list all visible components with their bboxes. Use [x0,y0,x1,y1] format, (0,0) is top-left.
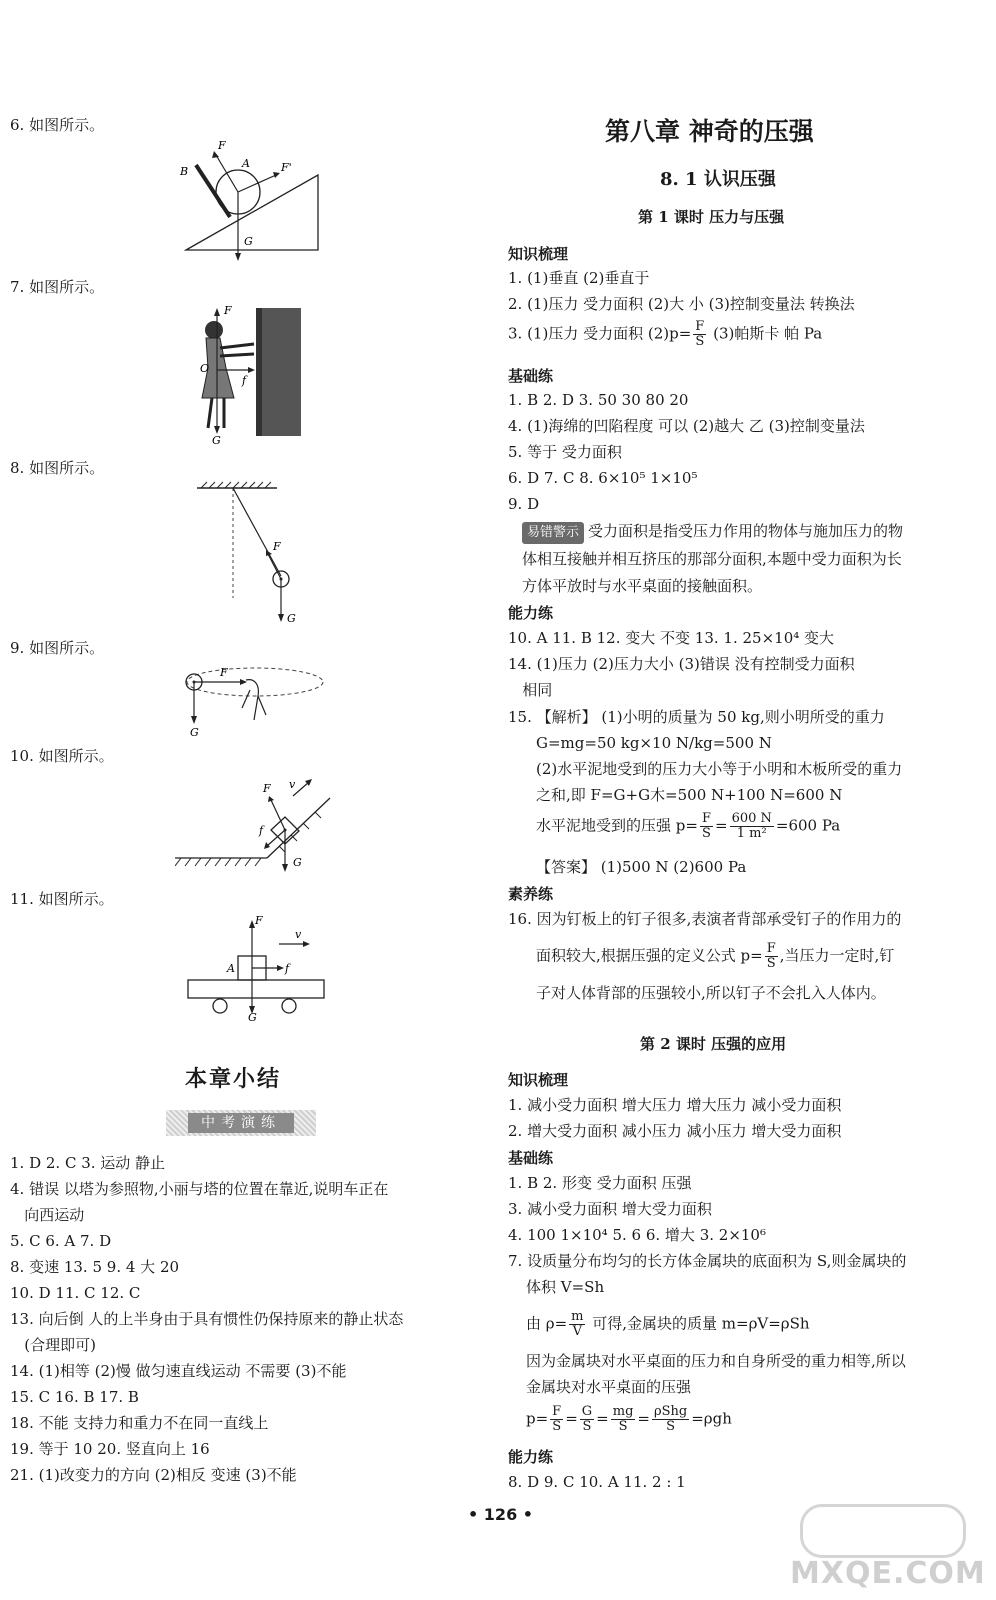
tip-line-2: 体相互接触并相互挤压的那部分面积,本题中受力面积为长 [522,550,902,568]
l1-line-16: 水平泥地受到的压强 p= $\frac{F}{S}$ = $\frac{600 N}{\text{1 m²}}$ =600 Pa [536,811,841,841]
fig11-label-G: G [248,1011,257,1022]
tip-line-1: 易错警示 受力面积是指受压力作用的物体与施加压力的物 [522,521,903,544]
heading-knowledge-1: 知识梳理 [508,245,569,263]
l1-line-12: 15. 【解析】 (1)小明的质量为 50 kg,则小明所受的重力 [508,708,885,726]
l1-line-14: (2)水平泥地受到的压力大小等于小明和木板所受的重力 [536,760,903,778]
l1-line-8: 9. D [508,495,540,513]
summary-line-11: 18. 不能 支持力和重力不在同一直线上 [10,1414,269,1432]
watermark-badge-shape [800,1504,966,1558]
fig7-label-G: G [212,434,221,447]
l1-line-7: 6. D 7. C 8. 6×10⁵ 1×10⁵ [508,469,698,487]
fig8-label-G: G [287,612,296,625]
l1-line-17: 【答案】 (1)500 N (2)600 Pa [536,858,747,876]
l2-line-8: 由 ρ= $\frac{m}{V}$ 可得,金属块的质量 m=ρV=ρSh [526,1309,810,1339]
q8-label: 8. 如图所示。 [10,459,105,477]
chapter-title: 第八章 神奇的压强 [605,117,814,146]
fig11-label-F: F [255,914,263,927]
heading-basic-1: 基础练 [508,367,554,385]
heading-literacy-1: 素养练 [508,885,554,903]
lesson-1-title: 第 1 课时 压力与压强 [638,208,785,226]
error-warning-badge: 易错警示 [522,522,584,544]
summary-title: 本章小结 [185,1066,282,1092]
heading-knowledge-2: 知识梳理 [508,1071,569,1089]
q6-label: 6. 如图所示。 [10,116,105,134]
fig7-label-f: f [242,374,247,387]
l2-line-5: 4. 100 1×10⁴ 5. 6 6. 增大 3. 2×10⁶ [508,1226,766,1244]
l2-line-10: 金属块对水平桌面的压强 [526,1378,692,1396]
l1-line-19: 面积较大,根据压强的定义公式 p= $\frac{F}{S}$ ,当压力一定时,钉 [536,941,895,971]
l1-line-10: 14. (1)压力 (2)压力大小 (3)错误 没有控制受力面积 [508,655,855,673]
l2-line-2: 2. 增大受力面积 减小压力 减小压力 增大受力面积 [508,1122,842,1140]
l1-line-15: 之和,即 F=G+G木=500 N+100 N=600 N [536,786,843,804]
l2-line-4: 3. 减小受力面积 增大受力面积 [508,1200,712,1218]
heading-ability-1: 能力练 [508,604,554,622]
summary-line-5: 8. 变速 13. 5 9. 4 大 20 [10,1258,180,1276]
fig10-label-F: F [263,782,271,795]
fig6-label-Fp: F' [281,161,292,174]
summary-line-1: 1. D 2. C 3. 运动 静止 [10,1154,166,1172]
l2-line-7: 体积 V=Sh [526,1278,605,1296]
l1-line-9: 10. A 11. B 12. 变大 不变 13. 1. 25×10⁴ 变大 [508,629,835,647]
q7-label: 7. 如图所示。 [10,278,105,296]
heading-basic-2: 基础练 [508,1149,554,1167]
summary-line-12: 19. 等于 10 20. 竖直向上 16 [10,1440,210,1458]
page-number: • 126 • [468,1505,533,1524]
l1-line-11: 相同 [508,681,553,699]
summary-line-9: 14. (1)相等 (2)慢 做匀速直线运动 不需要 (3)不能 [10,1362,347,1380]
l2-line-1: 1. 减小受力面积 增大压力 增大压力 减小受力面积 [508,1096,842,1114]
fig7-label-F: F [224,304,232,317]
summary-line-10: 15. C 16. B 17. B [10,1388,139,1406]
l1-line-4: 1. B 2. D 3. 50 30 80 20 [508,391,689,409]
figure-6-incline-ball [178,135,328,265]
summary-line-3: 向西运动 [10,1206,85,1224]
fig6-label-G: G [244,235,253,248]
summary-line-7: 13. 向后倒 人的上半身由于具有惯性仍保持原来的静止状态 [10,1310,404,1328]
fig10-label-f: f [259,824,264,837]
fig10-label-v: v [289,778,296,791]
summary-line-2: 4. 错误 以塔为参照物,小丽与塔的位置在靠近,说明车正在 [10,1180,389,1198]
banner-text: 中考演练 [188,1113,294,1133]
watermark-text: MXQE.COM [790,1556,986,1591]
figure-9-circular-motion [180,660,330,740]
fig11-label-v: v [295,928,302,941]
l2-line-9: 因为金属块对水平桌面的压力和自身所受的重力相等,所以 [526,1352,906,1370]
fig11-label-f: f [285,962,290,975]
fig9-label-F: F [220,666,228,679]
fig9-label-G: G [190,726,199,739]
fig7-label-O: O [200,362,210,375]
summary-line-6: 10. D 11. C 12. C [10,1284,141,1302]
q9-label: 9. 如图所示。 [10,639,105,657]
fig10-label-G: G [293,856,302,869]
figure-11-cart-with-block [185,910,330,1022]
l1-line-1: 1. (1)垂直 (2)垂直于 [508,269,650,287]
fig6-label-F: F [218,139,226,152]
figure-7-girl-pushing-wall [190,298,310,448]
l1-line-3: 3. (1)压力 受力面积 (2)p= $\frac{F}{S}$ (3)帕斯卡 帕 Pa [508,319,823,349]
l2-line-11: p= $\frac{F}{S}$ = $\frac{G}{S}$ = $\frac{mg}{S}$ = $\frac{\text{ρShg}}{S}$ =ρgh [526,1404,732,1434]
figure-10-block-on-slope [175,770,340,880]
section-title: 8. 1 认识压强 [660,169,776,190]
l2-line-12: 8. D 9. C 10. A 11. 2 : 1 [508,1473,686,1491]
l2-line-6: 7. 设质量分布均匀的长方体金属块的底面积为 S,则金属块的 [508,1252,907,1270]
l1-line-6: 5. 等于 受力面积 [508,443,622,461]
q11-label: 11. 如图所示。 [10,890,114,908]
fig6-label-B: B [180,165,189,178]
summary-line-4: 5. C 6. A 7. D [10,1232,112,1250]
summary-line-13: 21. (1)改变力的方向 (2)相反 变速 (3)不能 [10,1466,297,1484]
watermark-logo [790,1500,986,1595]
figure-8-pendulum [195,478,315,628]
fig8-label-F: F [273,540,281,553]
l1-line-2: 2. (1)压力 受力面积 (2)大 小 (3)控制变量法 转换法 [508,295,855,313]
summary-line-8: (合理即可) [10,1336,97,1354]
exam-practice-banner [166,1110,316,1136]
l1-line-18: 16. 因为钉板上的钉子很多,表演者背部承受钉子的作用力的 [508,910,902,928]
l1-line-13: G=mg=50 kg×10 N/kg=500 N [536,734,772,752]
l1-line-20: 子对人体背部的压强较小,所以钉子不会扎入人体内。 [536,984,886,1002]
fig11-label-A: A [227,962,235,975]
tip-line-3: 方体平放时与水平桌面的接触面积。 [522,577,763,595]
lesson-2-title: 第 2 课时 压强的应用 [640,1035,787,1053]
l1-line-5: 4. (1)海绵的凹陷程度 可以 (2)越大 乙 (3)控制变量法 [508,417,865,435]
q10-label: 10. 如图所示。 [10,747,114,765]
l2-line-3: 1. B 2. 形变 受力面积 压强 [508,1174,692,1192]
fig6-label-A: A [242,157,250,170]
heading-ability-2: 能力练 [508,1448,554,1466]
